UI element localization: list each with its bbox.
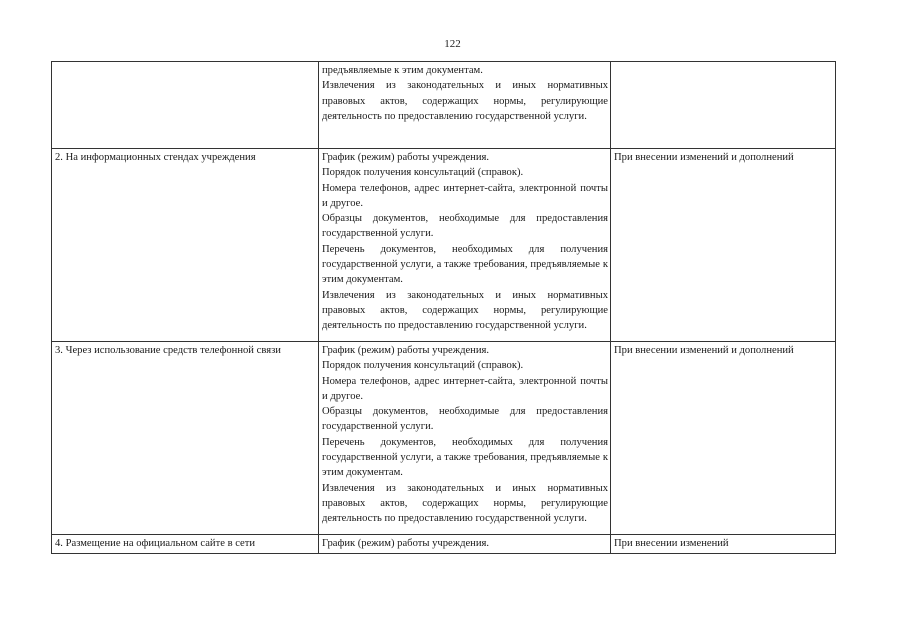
content-item: График (режим) работы учреждения. <box>322 538 490 549</box>
frequency-cell: При внесении изменений и дополнений <box>611 149 836 342</box>
content-cell <box>319 149 611 342</box>
table-row <box>52 62 836 149</box>
content-item: Порядок получения консультаций (справок). <box>322 360 524 372</box>
method-cell: 3. Через использование средств телефонной связи <box>52 342 319 535</box>
content-item: Извлечения из законодательных и иных нормативных правовых актов, содержащих нормы, регулирующие деятельность по предоставлению государственной услуги. <box>322 482 608 525</box>
page-number: 122 <box>444 38 461 50</box>
content-item: Образцы документов, необходимые для предоставления государственной услуги. <box>322 406 608 433</box>
content-item: Порядок получения консультаций (справок). <box>322 167 524 179</box>
method-cell <box>52 62 319 149</box>
method-cell: 4. Размещение на официальном сайте в сети <box>52 535 319 554</box>
content-item: График (режим) работы учреждения. <box>322 345 490 356</box>
content-item: Образцы документов, необходимые для предоставления государственной услуги. <box>322 213 608 240</box>
content-item: Извлечения из законодательных и иных нормативных правовых актов, содержащих нормы, регулирующие деятельность по предоставлению государственной услуги. <box>322 289 608 332</box>
frequency-cell: При внесении изменений и дополнений <box>611 342 836 535</box>
table-row <box>52 149 836 342</box>
content-item: Извлечения из законодательных и иных нормативных правовых актов, содержащих нормы, регулирующие деятельность по предоставлению государственной услуги. <box>322 80 608 122</box>
content-item: Номера телефонов, адрес интернет-сайта, электронной почты и другое. <box>322 375 608 402</box>
content-cell <box>319 62 611 149</box>
table-row <box>52 535 836 554</box>
info-methods-table <box>51 61 836 554</box>
content-cell <box>319 535 611 554</box>
content-item: Номера телефонов, адрес интернет-сайта, электронной почты и другое. <box>322 182 608 209</box>
frequency-cell <box>611 62 836 149</box>
table-row <box>52 342 836 535</box>
frequency-cell: При внесении изменений <box>611 535 836 554</box>
content-item: Перечень документов, необходимых для получения государственной услуги, а также требования, предъявляемые к этим документам. <box>322 436 608 479</box>
content-item: График (режим) работы учреждения. <box>322 152 490 163</box>
content-item: Перечень документов, необходимых для получения государственной услуги, а также требования, предъявляемые к этим документам. <box>322 243 608 286</box>
content-cell <box>319 342 611 535</box>
method-cell: 2. На информационных стендах учреждения <box>52 149 319 342</box>
content-item: предъявляемые к этим документам. <box>322 65 483 76</box>
